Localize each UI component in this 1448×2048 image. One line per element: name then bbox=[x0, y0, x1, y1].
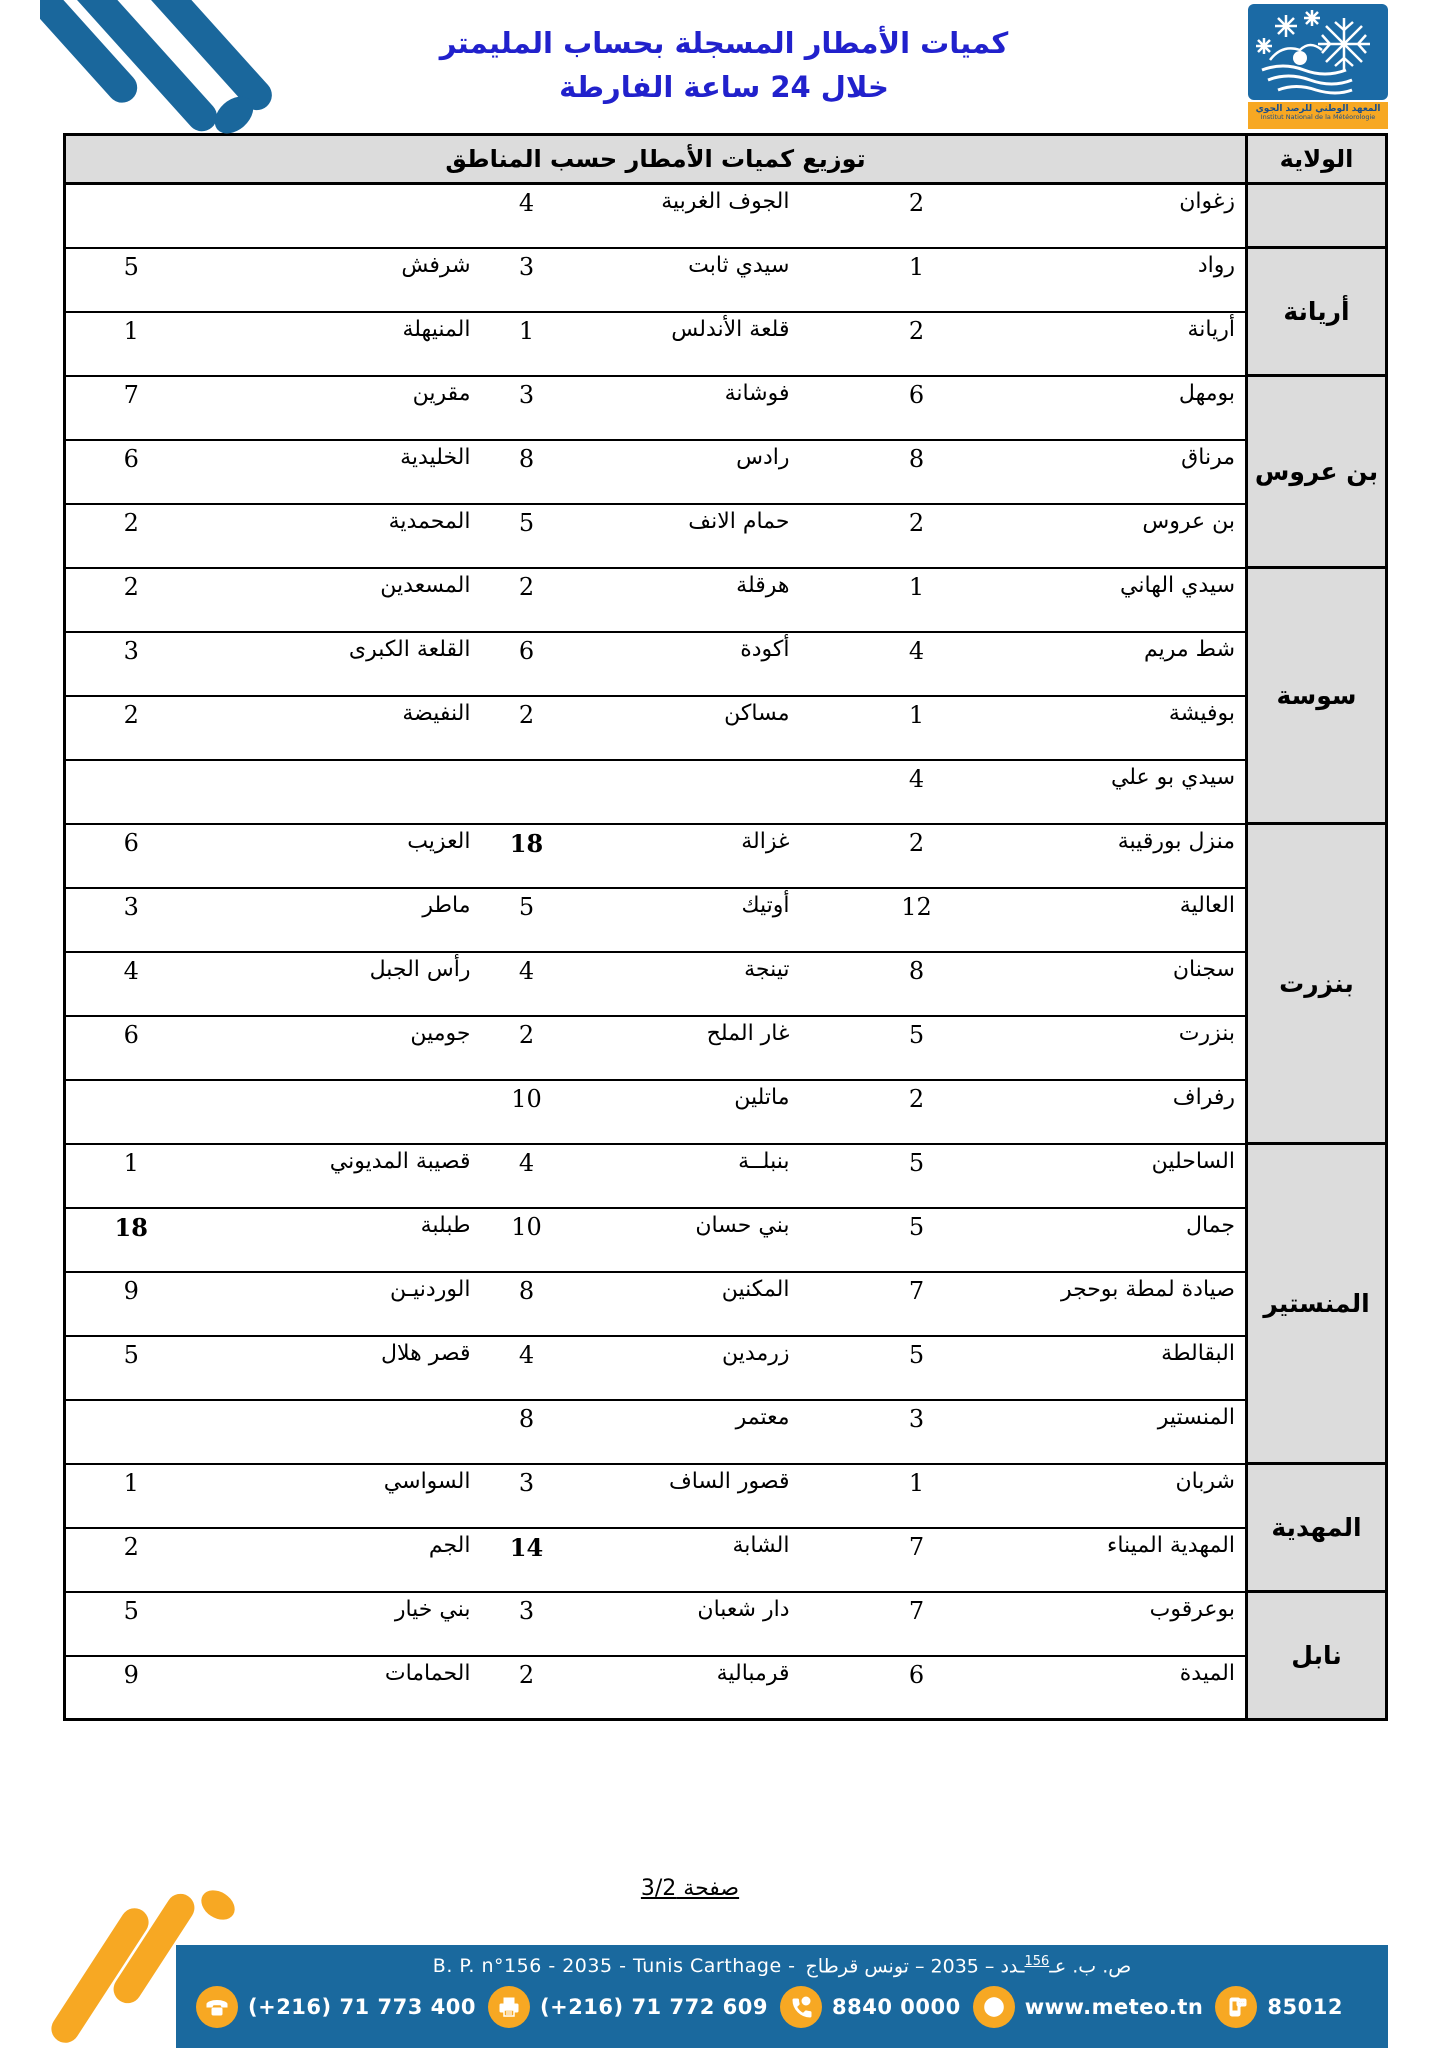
table-row bbox=[65, 440, 1387, 504]
rainfall-value-cell: 6 bbox=[882, 376, 952, 440]
table-row bbox=[65, 568, 1387, 632]
station-name-cell: زغوان bbox=[952, 184, 1247, 248]
governorate-cell: أريانة bbox=[1247, 248, 1387, 376]
rainfall-value-cell: 5 bbox=[65, 1336, 197, 1400]
station-name-cell: معتمر bbox=[567, 1400, 882, 1464]
table-row bbox=[65, 504, 1387, 568]
rainfall-value-cell: 3 bbox=[882, 1400, 952, 1464]
rainfall-value-cell: 1 bbox=[882, 568, 952, 632]
rainfall-value-cell: 5 bbox=[882, 1336, 952, 1400]
station-name-cell: الجم bbox=[197, 1528, 487, 1592]
station-name-cell bbox=[197, 1080, 487, 1144]
rainfall-value-cell: 6 bbox=[487, 632, 567, 696]
station-name-cell: الميدة bbox=[952, 1656, 1247, 1720]
table-row bbox=[65, 1592, 1387, 1656]
rainfall-value-cell: 1 bbox=[882, 1464, 952, 1528]
rainfall-value-cell: 8 bbox=[487, 440, 567, 504]
station-name-cell: صيادة لمطة بوحجر bbox=[952, 1272, 1247, 1336]
station-name-cell: الخليدية bbox=[197, 440, 487, 504]
rainfall-value-cell: 9 bbox=[65, 1272, 197, 1336]
rainfall-value-cell: 3 bbox=[487, 248, 567, 312]
table-row bbox=[65, 1208, 1387, 1272]
station-name-cell: المحمدية bbox=[197, 504, 487, 568]
page-header bbox=[0, 0, 1448, 133]
rainfall-value-cell: 8 bbox=[882, 952, 952, 1016]
address-arabic: ص. ب. عـ$^{156}$ـدد – 2035 – تونس قرطاج bbox=[805, 1954, 1132, 1978]
governorate-cell bbox=[1247, 184, 1387, 248]
station-name-cell: رأس الجبل bbox=[197, 952, 487, 1016]
station-name-cell: سجنان bbox=[952, 952, 1247, 1016]
table-row bbox=[65, 952, 1387, 1016]
station-name-cell: بوفيشة bbox=[952, 696, 1247, 760]
station-name-cell: منزل بورقيبة bbox=[952, 824, 1247, 888]
station-name-cell: قصيبة المديوني bbox=[197, 1144, 487, 1208]
rainfall-value-cell: 5 bbox=[882, 1016, 952, 1080]
rainfall-value-cell: 8 bbox=[487, 1400, 567, 1464]
station-name-cell bbox=[197, 184, 487, 248]
station-name-cell: أريانة bbox=[952, 312, 1247, 376]
rainfall-value-cell: 14 bbox=[487, 1528, 567, 1592]
station-name-cell: بني خيار bbox=[197, 1592, 487, 1656]
governorate-cell: المنستير bbox=[1247, 1144, 1387, 1464]
contact-website-url: www.meteo.tn bbox=[1024, 1995, 1204, 2020]
rainfall-value-cell: 2 bbox=[882, 504, 952, 568]
station-name-cell: المنستير bbox=[952, 1400, 1247, 1464]
contact-phone-number: (+216) 71 773 400 bbox=[248, 1995, 476, 2020]
station-name-cell: النفيضة bbox=[197, 696, 487, 760]
contact-sms bbox=[1215, 1986, 1343, 2028]
inm-strokes-logo-icon bbox=[40, 0, 290, 135]
rainfall-value-cell: 7 bbox=[65, 376, 197, 440]
station-name-cell: ماتلين bbox=[567, 1080, 882, 1144]
station-name-cell: أوتيك bbox=[567, 888, 882, 952]
rainfall-value-cell: 2 bbox=[487, 696, 567, 760]
station-name-cell: الجوف الغربية bbox=[567, 184, 882, 248]
station-name-cell: قصور الساف bbox=[567, 1464, 882, 1528]
rainfall-value-cell: 1 bbox=[882, 248, 952, 312]
station-name-cell: غزالة bbox=[567, 824, 882, 888]
governorate-cell: المهدية bbox=[1247, 1464, 1387, 1592]
rainfall-value-cell: 4 bbox=[487, 1144, 567, 1208]
rainfall-value-cell: 4 bbox=[882, 760, 952, 824]
call-icon bbox=[780, 1986, 822, 2028]
table-header-row bbox=[65, 135, 1387, 184]
station-name-cell: القلعة الكبرى bbox=[197, 632, 487, 696]
page-title bbox=[440, 22, 1009, 109]
rainfall-value-cell: 2 bbox=[487, 568, 567, 632]
rainfall-value-cell: 6 bbox=[65, 1016, 197, 1080]
rainfall-value-cell: 7 bbox=[882, 1528, 952, 1592]
rainfall-value-cell: 5 bbox=[882, 1144, 952, 1208]
rainfall-value-cell: 3 bbox=[65, 888, 197, 952]
table-row bbox=[65, 1400, 1387, 1464]
station-name-cell: ماطر bbox=[197, 888, 487, 952]
rainfall-value-cell: 2 bbox=[65, 696, 197, 760]
rainfall-value-cell: 7 bbox=[882, 1272, 952, 1336]
station-name-cell: الشابة bbox=[567, 1528, 882, 1592]
table-row bbox=[65, 696, 1387, 760]
station-name-cell bbox=[197, 1400, 487, 1464]
rainfall-value-cell bbox=[65, 1400, 197, 1464]
contact-sms-number: 85012 bbox=[1267, 1995, 1343, 2020]
station-name-cell: المسعدين bbox=[197, 568, 487, 632]
station-name-cell: بنبلــة bbox=[567, 1144, 882, 1208]
rainfall-value-cell: 4 bbox=[487, 184, 567, 248]
station-name-cell: تينجة bbox=[567, 952, 882, 1016]
station-name-cell: قلعة الأندلس bbox=[567, 312, 882, 376]
station-name-cell: مساكن bbox=[567, 696, 882, 760]
station-name-cell: شرفش bbox=[197, 248, 487, 312]
station-name-cell: سيدي بو علي bbox=[952, 760, 1247, 824]
governorate-cell: بنزرت bbox=[1247, 824, 1387, 1144]
rainfall-value-cell: 4 bbox=[487, 952, 567, 1016]
contact-website bbox=[973, 1986, 1204, 2028]
rainfall-value-cell: 2 bbox=[882, 824, 952, 888]
rainfall-value-cell: 1 bbox=[882, 696, 952, 760]
rainfall-value-cell: 12 bbox=[882, 888, 952, 952]
rainfall-value-cell: 18 bbox=[65, 1208, 197, 1272]
station-name-cell bbox=[567, 760, 882, 824]
fax-icon bbox=[488, 1986, 530, 2028]
station-name-cell: الحمامات bbox=[197, 1656, 487, 1720]
page-number-label: صفحة 3/2 bbox=[640, 1876, 740, 1901]
globe-icon bbox=[973, 1986, 1015, 2028]
table-row bbox=[65, 1144, 1387, 1208]
table-row bbox=[65, 1016, 1387, 1080]
table-row bbox=[65, 1080, 1387, 1144]
rainfall-value-cell: 2 bbox=[882, 184, 952, 248]
rainfall-value-cell: 5 bbox=[487, 888, 567, 952]
station-name-cell bbox=[197, 760, 487, 824]
rainfall-table bbox=[63, 133, 1388, 1721]
rainfall-value-cell: 5 bbox=[65, 1592, 197, 1656]
station-name-cell: المهدية الميناء bbox=[952, 1528, 1247, 1592]
inm-name-french: Institut National de la Météorologie bbox=[1260, 113, 1376, 122]
station-name-cell: مرناق bbox=[952, 440, 1247, 504]
inm-name-arabic: المعهد الوطني للرصد الجوي bbox=[1255, 104, 1381, 114]
rainfall-value-cell: 18 bbox=[487, 824, 567, 888]
inm-logo-emblem-icon bbox=[1248, 4, 1388, 100]
station-name-cell: مقرين bbox=[197, 376, 487, 440]
contact-fax bbox=[488, 1986, 768, 2028]
station-name-cell: المكنين bbox=[567, 1272, 882, 1336]
station-name-cell: العزيب bbox=[197, 824, 487, 888]
rainfall-value-cell: 10 bbox=[487, 1208, 567, 1272]
table-row bbox=[65, 376, 1387, 440]
table-row bbox=[65, 888, 1387, 952]
station-name-cell: العالية bbox=[952, 888, 1247, 952]
rainfall-value-cell: 3 bbox=[487, 1464, 567, 1528]
address-line bbox=[176, 1954, 1388, 1977]
station-name-cell: بني حسان bbox=[567, 1208, 882, 1272]
table-row bbox=[65, 760, 1387, 824]
rainfall-value-cell: 1 bbox=[65, 1144, 197, 1208]
rainfall-value-cell: 5 bbox=[882, 1208, 952, 1272]
rainfall-value-cell: 5 bbox=[65, 248, 197, 312]
table-row bbox=[65, 184, 1387, 248]
po-box-number: 156 bbox=[1024, 1954, 1050, 1969]
station-name-cell: الوردنيـن bbox=[197, 1272, 487, 1336]
title-line-1: كميات الأمطار المسجلة بحساب المليمتر bbox=[439, 26, 1009, 60]
station-name-cell: بن عروس bbox=[952, 504, 1247, 568]
station-name-cell: حمام الانف bbox=[567, 504, 882, 568]
rainfall-value-cell: 2 bbox=[65, 1528, 197, 1592]
footer-banner bbox=[176, 1945, 1388, 2048]
table-row bbox=[65, 1656, 1387, 1720]
station-name-cell: شربان bbox=[952, 1464, 1247, 1528]
station-name-cell: السواسي bbox=[197, 1464, 487, 1528]
rainfall-value-cell bbox=[65, 184, 197, 248]
table-row bbox=[65, 824, 1387, 888]
rainfall-value-cell: 6 bbox=[65, 824, 197, 888]
rainfall-value-cell: 1 bbox=[65, 312, 197, 376]
table-row bbox=[65, 1272, 1387, 1336]
governorate-cell: بن عروس bbox=[1247, 376, 1387, 568]
rainfall-value-cell: 2 bbox=[65, 504, 197, 568]
rainfall-value-cell: 7 bbox=[882, 1592, 952, 1656]
rainfall-value-cell: 1 bbox=[487, 312, 567, 376]
governorate-column-header: الولاية bbox=[1247, 135, 1387, 184]
station-name-cell: الساحلين bbox=[952, 1144, 1247, 1208]
station-name-cell: شط مريم bbox=[952, 632, 1247, 696]
rainfall-value-cell: 8 bbox=[487, 1272, 567, 1336]
contact-row bbox=[176, 1977, 1388, 2028]
station-name-cell: بوعرقوب bbox=[952, 1592, 1247, 1656]
contact-callcenter bbox=[780, 1986, 961, 2028]
table-row bbox=[65, 1528, 1387, 1592]
station-name-cell: البقالطة bbox=[952, 1336, 1247, 1400]
station-name-cell: المنيهلة bbox=[197, 312, 487, 376]
table-row bbox=[65, 312, 1387, 376]
footer-strokes-logo-icon bbox=[78, 1880, 258, 2048]
station-name-cell: بنزرت bbox=[952, 1016, 1247, 1080]
contact-callcenter-number: 8840 0000 bbox=[832, 1995, 961, 2020]
station-name-cell: غار الملح bbox=[567, 1016, 882, 1080]
address-french: B. P. n°156 - 2035 - Tunis Carthage - bbox=[432, 1955, 796, 1978]
rainfall-value-cell: 2 bbox=[487, 1016, 567, 1080]
rainfall-value-cell: 2 bbox=[882, 312, 952, 376]
rainfall-value-cell: 4 bbox=[882, 632, 952, 696]
rainfall-value-cell: 3 bbox=[487, 376, 567, 440]
station-name-cell: قرمبالية bbox=[567, 1656, 882, 1720]
governorate-cell: سوسة bbox=[1247, 568, 1387, 824]
contact-fax-number: (+216) 71 772 609 bbox=[540, 1995, 768, 2020]
rainfall-value-cell bbox=[487, 760, 567, 824]
table-row bbox=[65, 248, 1387, 312]
station-name-cell: أكودة bbox=[567, 632, 882, 696]
station-name-cell: سيدي ثابت bbox=[567, 248, 882, 312]
rainfall-value-cell: 10 bbox=[487, 1080, 567, 1144]
station-name-cell: هرقلة bbox=[567, 568, 882, 632]
station-name-cell: رادس bbox=[567, 440, 882, 504]
station-name-cell: رواد bbox=[952, 248, 1247, 312]
table-row bbox=[65, 1464, 1387, 1528]
title-line-2: خلال 24 ساعة الفارطة bbox=[559, 69, 889, 104]
rainfall-value-cell: 4 bbox=[487, 1336, 567, 1400]
station-name-cell: سيدي الهاني bbox=[952, 568, 1247, 632]
rainfall-value-cell bbox=[65, 1080, 197, 1144]
sms-icon bbox=[1215, 1986, 1257, 2028]
station-name-cell: قصر هلال bbox=[197, 1336, 487, 1400]
station-name-cell: جومين bbox=[197, 1016, 487, 1080]
station-name-cell: بومهل bbox=[952, 376, 1247, 440]
rainfall-value-cell: 8 bbox=[882, 440, 952, 504]
governorate-cell: نابل bbox=[1247, 1592, 1387, 1720]
station-name-cell: رفراف bbox=[952, 1080, 1247, 1144]
station-name-cell: فوشانة bbox=[567, 376, 882, 440]
rainfall-value-cell: 3 bbox=[487, 1592, 567, 1656]
table-row bbox=[65, 1336, 1387, 1400]
station-name-cell: زرمدين bbox=[567, 1336, 882, 1400]
station-name-cell: جمال bbox=[952, 1208, 1247, 1272]
distribution-column-header: توزيع كميات الأمطار حسب المناطق bbox=[65, 135, 1247, 184]
inm-logo bbox=[1248, 4, 1388, 129]
rainfall-value-cell: 3 bbox=[65, 632, 197, 696]
station-name-cell: دار شعبان bbox=[567, 1592, 882, 1656]
rainfall-value-cell: 9 bbox=[65, 1656, 197, 1720]
rainfall-value-cell: 4 bbox=[65, 952, 197, 1016]
rainfall-value-cell: 2 bbox=[487, 1656, 567, 1720]
rainfall-value-cell: 5 bbox=[487, 504, 567, 568]
rainfall-value-cell: 2 bbox=[65, 568, 197, 632]
rainfall-value-cell: 1 bbox=[65, 1464, 197, 1528]
station-name-cell: طبلبة bbox=[197, 1208, 487, 1272]
rainfall-value-cell: 2 bbox=[882, 1080, 952, 1144]
rainfall-value-cell: 6 bbox=[882, 1656, 952, 1720]
table-row bbox=[65, 632, 1387, 696]
inm-logo-caption bbox=[1248, 102, 1388, 129]
rainfall-value-cell bbox=[65, 760, 197, 824]
rainfall-value-cell: 6 bbox=[65, 440, 197, 504]
